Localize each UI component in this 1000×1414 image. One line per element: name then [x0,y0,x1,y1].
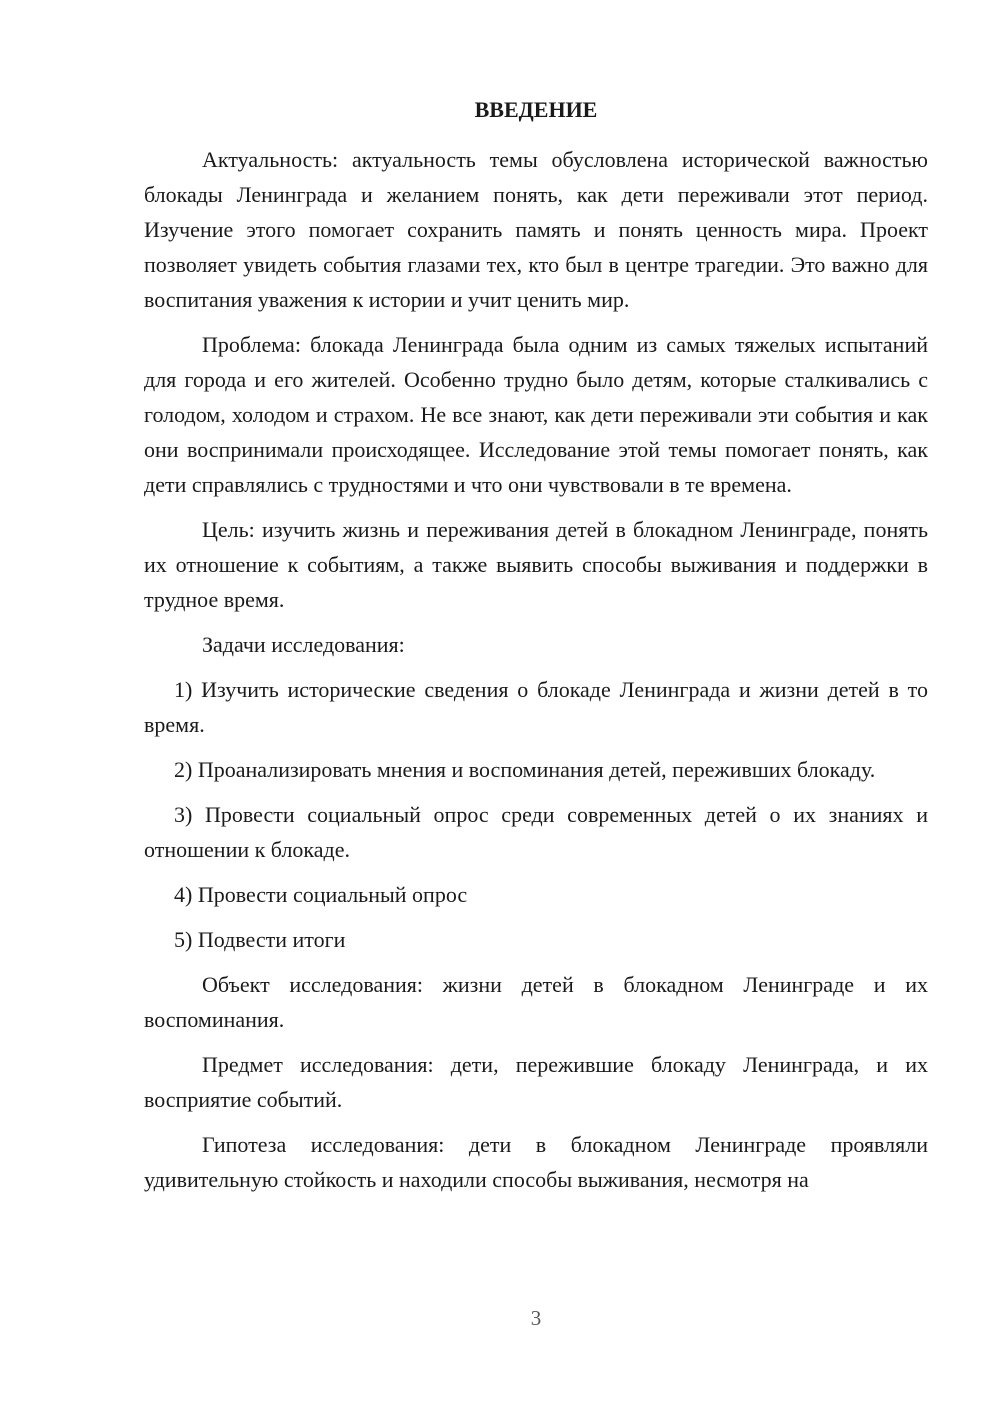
paragraph-tasks-intro: Задачи исследования: [202,632,405,657]
paragraph-goal: Цель: изучить жизнь и переживания детей в блокадном Ленинграде, понять их отношение к событиям, а также выявить способы выживания и поддержки в трудное время. [144,517,928,612]
list-item: 5) Подвести итоги [174,927,346,952]
paragraph-object: Объект исследования: жизни детей в блокадном Ленинграде и их воспоминания. [144,972,928,1032]
paragraph-hypothesis: Гипотеза исследования: дети в блокадном Ленинграде проявляли удивительную стойкость и находили способы выживания, несмотря на [144,1132,928,1192]
list-item: 3) Провести социальный опрос среди современных детей о их знаниях и отношении к блокаде. [144,802,928,862]
paragraph-relevance: Актуальность: актуальность темы обусловлена исторической важностью блокады Ленинграда и желанием понять, как дети переживали этот период. Изучение этого помогает сохранить память и понять ценность мира. Проект позволяет увидеть события глазами тех, кто был в центре трагедии. Это важно для воспитания уважения к истории и учит ценить мир. [144,147,928,312]
paragraph-problem: Проблема: блокада Ленинграда была одним из самых тяжелых испытаний для города и его жителей. Особенно трудно было детям, которые сталкивались с голодом, холодом и страхом. Не все знают, как дети переживали эти события и как они воспринимали происходящее. Исследование этой темы помогает понять, как дети справлялись с трудностями и что они чувствовали в те времена. [144,332,928,497]
list-item: 1) Изучить исторические сведения о блокаде Ленинграда и жизни детей в то время. [144,677,928,737]
list-item: 4) Провести социальный опрос [174,882,468,907]
paragraph-subject: Предмет исследования: дети, пережившие блокаду Ленинграда, и их восприятие событий. [144,1052,928,1112]
document-page [144,96,928,1207]
page-number: 3 [530,1306,542,1330]
page-title: ВВЕДЕНИЕ [474,97,598,122]
list-item: 2) Проанализировать мнения и воспоминания детей, переживших блокаду. [174,757,876,782]
